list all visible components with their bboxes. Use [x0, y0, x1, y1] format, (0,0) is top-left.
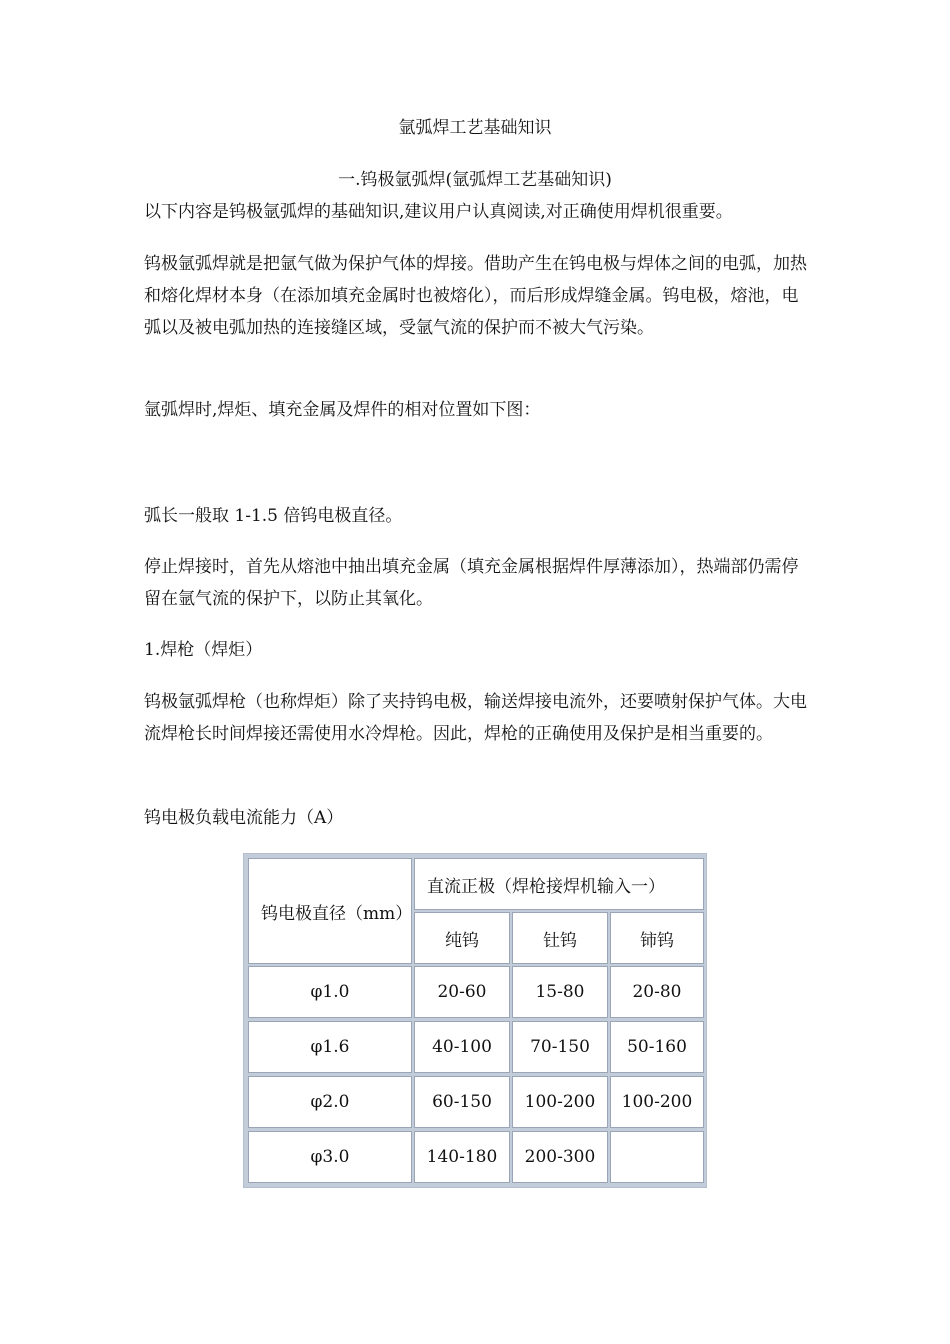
table-caption: 钨电极负载电流能力（A）: [144, 808, 344, 828]
row-diameter: φ1.6: [248, 1021, 412, 1073]
table-cell: 40-100: [414, 1021, 510, 1073]
table-cell: 140-180: [414, 1131, 510, 1183]
paragraph-definition: 钨极氩弧焊就是把氩气做为保护气体的焊接。借助产生在钨电极与焊体之间的电弧，加热和熔化焊材本身（在添加填充金属时也被熔化），而后形成焊缝金属。钨电极，熔池，电弧以及被电弧加热的连接缝区域，受氩气流的保护而不被大气污染。: [144, 254, 807, 338]
table-cell: 200-300: [512, 1131, 608, 1183]
paragraph-torch: 钨极氩弧焊枪（也称焊炬）除了夹持钨电极，输送焊接电流外，还要喷射保护气体。大电流焊枪长时间焊接还需使用水冷焊枪。因此，焊枪的正确使用及保护是相当重要的。: [144, 692, 807, 744]
row-diameter: φ3.0: [248, 1131, 412, 1183]
header-dc-positive: 直流正极（焊枪接焊机输入一）: [414, 858, 704, 910]
header-diameter: 钨电极直径（mm）: [248, 858, 412, 964]
section-heading: 一.钨极氩弧焊(氩弧焊工艺基础知识): [338, 170, 612, 190]
row-diameter: φ1.0: [248, 966, 412, 1018]
table-cell: 15-80: [512, 966, 608, 1018]
table-cell: 70-150: [512, 1021, 608, 1073]
page-title: 氩弧焊工艺基础知识: [398, 118, 552, 138]
paragraph-position: 氩弧焊时,焊炬、填充金属及焊件的相对位置如下图：: [144, 400, 541, 420]
table-cell: 20-60: [414, 966, 510, 1018]
current-capacity-table: [243, 853, 707, 1188]
subheading-torch: 1.焊枪（焊炬）: [144, 640, 263, 660]
table-cell: 60-150: [414, 1076, 510, 1128]
intro-paragraph: 以下内容是钨极氩弧焊的基础知识,建议用户认真阅读,对正确使用焊机很重要。: [144, 202, 733, 222]
header-thoriated-tungsten: 钍钨: [512, 912, 608, 964]
paragraph-stop-welding: 停止焊接时，首先从熔池中抽出填充金属（填充金属根据焊件厚薄添加），热端部仍需停留在氩气流的保护下，以防止其氧化。: [144, 557, 799, 609]
table-cell: 100-200: [512, 1076, 608, 1128]
table-cell: 20-80: [610, 966, 704, 1018]
table-cell: 100-200: [610, 1076, 704, 1128]
header-pure-tungsten: 纯钨: [414, 912, 510, 964]
paragraph-arc-length: 弧长一般取 1-1.5 倍钨电极直径。: [144, 506, 403, 526]
row-diameter: φ2.0: [248, 1076, 412, 1128]
table-cell-empty: [610, 1131, 704, 1183]
header-ceriated-tungsten: 铈钨: [610, 912, 704, 964]
table-cell: 50-160: [610, 1021, 704, 1073]
